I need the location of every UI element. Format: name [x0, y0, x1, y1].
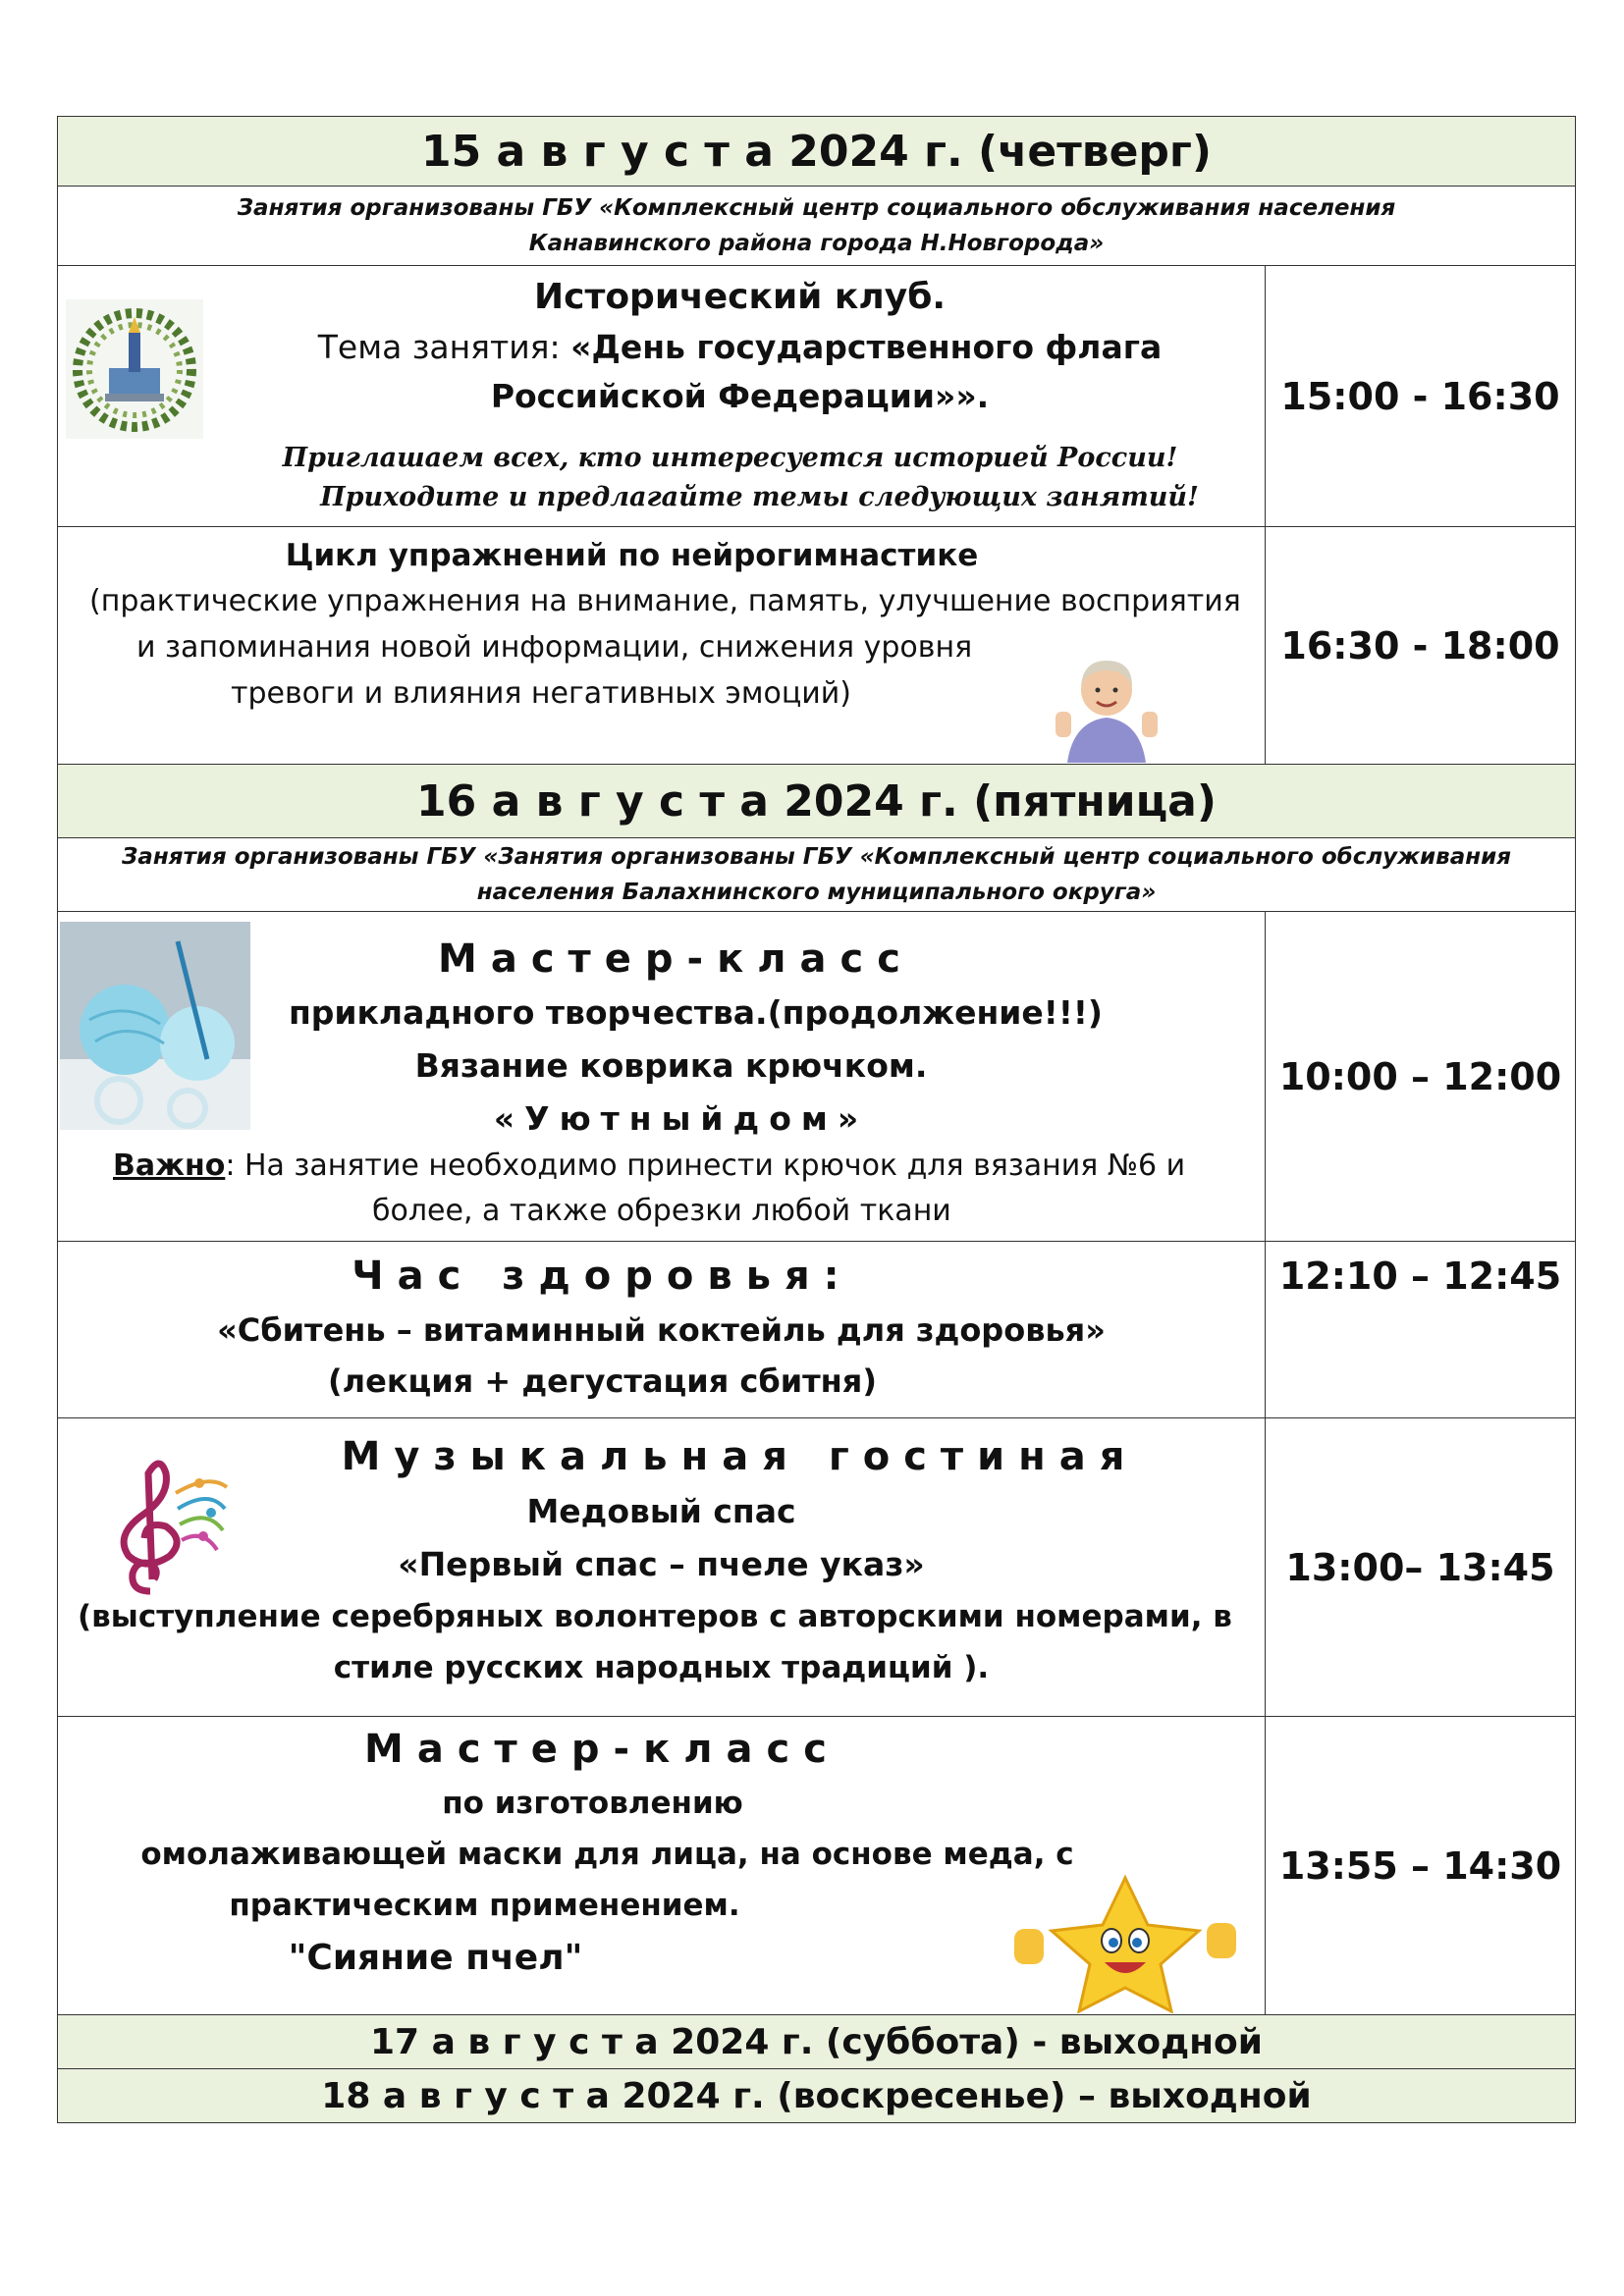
important-text: : На занятие необходимо принести крючок для вязания №6 и: [225, 1148, 1186, 1183]
event-row: [58, 912, 1576, 1242]
event-line2: (лекция + дегустация сбитня): [328, 1362, 877, 1400]
event-line1: Медовый спас: [526, 1492, 796, 1530]
event-line3: (выступление серебряных волонтеров с авторскими номерами, в: [78, 1599, 1232, 1634]
day4-header: 18 а в г у с т а 2024 г. (воскресенье) – выходной: [58, 2069, 1576, 2123]
topic-text: «День государственного флага: [570, 328, 1163, 366]
event-time: 15:00 - 16:30: [1266, 266, 1576, 527]
event-title: Музыкальная гостиная: [341, 1434, 1139, 1479]
event-historical-club: [58, 266, 1266, 527]
event-line3: «Уютныйдом»: [493, 1099, 869, 1138]
day2-org-row: [58, 838, 1576, 912]
day1-org-line1: Занятия организованы ГБУ «Комплексный центр социального обслуживания населения: [237, 195, 1396, 221]
event-line4: "Сияние пчел": [288, 1938, 583, 1978]
day3-row: [58, 2015, 1576, 2069]
event-health-hour: [58, 1242, 1266, 1418]
event-desc2: и запоминания новой информации, снижения уровня: [136, 630, 973, 665]
event-line4: стиле русских народных традиций ).: [333, 1650, 990, 1685]
day4-row: [58, 2069, 1576, 2123]
event-time: 10:00 – 12:00: [1266, 912, 1576, 1242]
event-master-class-mask: [58, 1717, 1266, 2015]
event-row: [58, 266, 1576, 527]
emblem-icon: [66, 299, 203, 439]
smiling-star-icon: [1010, 1874, 1240, 2013]
important-label: Важно: [113, 1148, 226, 1183]
event-line2: «Первый спас – пчеле указ»: [398, 1545, 925, 1583]
event-title: Час здоровья:: [352, 1254, 853, 1299]
schedule-table: [57, 116, 1576, 2123]
event-time: 13:55 – 14:30: [1266, 1717, 1576, 2015]
event-time: 12:10 – 12:45: [1266, 1242, 1576, 1418]
event-line1: прикладного творчества.(продолжение!!!): [288, 993, 1104, 1032]
day1-header-row: [58, 117, 1576, 187]
event-title: Исторический клуб.: [533, 277, 947, 317]
invite-line2: Приходите и предлагайте темы следующих занятий!: [320, 482, 1199, 512]
event-row: [58, 1717, 1576, 2015]
topic-label: Тема занятия:: [317, 328, 571, 366]
event-time: 16:30 - 18:00: [1266, 527, 1576, 765]
event-row: [58, 527, 1576, 765]
event-music-lounge: [58, 1418, 1266, 1717]
day1-org-line2: Канавинского района города Н.Новгорода»: [528, 231, 1105, 256]
event-master-class-knitting: [58, 912, 1266, 1242]
event-desc1: (практические упражнения на внимание, память, улучшение восприятия: [89, 584, 1241, 618]
event-title: Мастер-класс: [364, 1727, 840, 1772]
event-line2: Вязание коврика крючком.: [414, 1046, 928, 1085]
day1-organizer: [58, 187, 1576, 266]
schedule-sheet: [57, 116, 1575, 2123]
day2-header: 16 а в г у с т а 2024 г. (пятница): [58, 765, 1576, 838]
event-title: Цикл упражнений по нейрогимнастике: [285, 538, 979, 573]
topic-text-cont: Российской Федерации»».: [490, 377, 990, 415]
event-row: [58, 1418, 1576, 1717]
event-line1: по изготовлению: [442, 1786, 743, 1821]
event-line2: омолаживающей маски для лица, на основе меда, с: [140, 1837, 1074, 1872]
event-desc3: тревоги и влияния негативных эмоций): [231, 676, 851, 711]
event-time: 13:00– 13:45: [1266, 1418, 1576, 1717]
event-neurogymnastics: [58, 527, 1266, 765]
important-note: [58, 1144, 1265, 1189]
day2-org-line1: Занятия организованы ГБУ «Занятия организованы ГБУ «Комплексный центр социального обслуживания: [121, 844, 1512, 870]
event-line1: «Сбитень – витаминный коктейль для здоровья»: [217, 1311, 1106, 1349]
event-row: [58, 1242, 1576, 1418]
day2-header-row: [58, 765, 1576, 838]
event-topic: [215, 323, 1265, 372]
day2-org-line2: населения Балахнинского муниципального округа»: [476, 880, 1157, 905]
yarn-icon: [60, 922, 250, 1130]
day1-header: 15 а в г у с т а 2024 г. (четверг): [58, 117, 1576, 187]
day3-header: 17 а в г у с т а 2024 г. (суббота) - выходной: [58, 2015, 1576, 2069]
important-text-cont: более, а также обрезки любой ткани: [372, 1194, 951, 1228]
invite-line1: Приглашаем всех, кто интересуется историей России!: [282, 443, 1178, 473]
event-title: Мастер-класс: [438, 936, 914, 982]
thumbs-up-woman-icon: [1054, 653, 1160, 763]
day2-organizer: [58, 838, 1576, 912]
event-line3: практическим применением.: [229, 1888, 740, 1923]
day1-org-row: [58, 187, 1576, 266]
